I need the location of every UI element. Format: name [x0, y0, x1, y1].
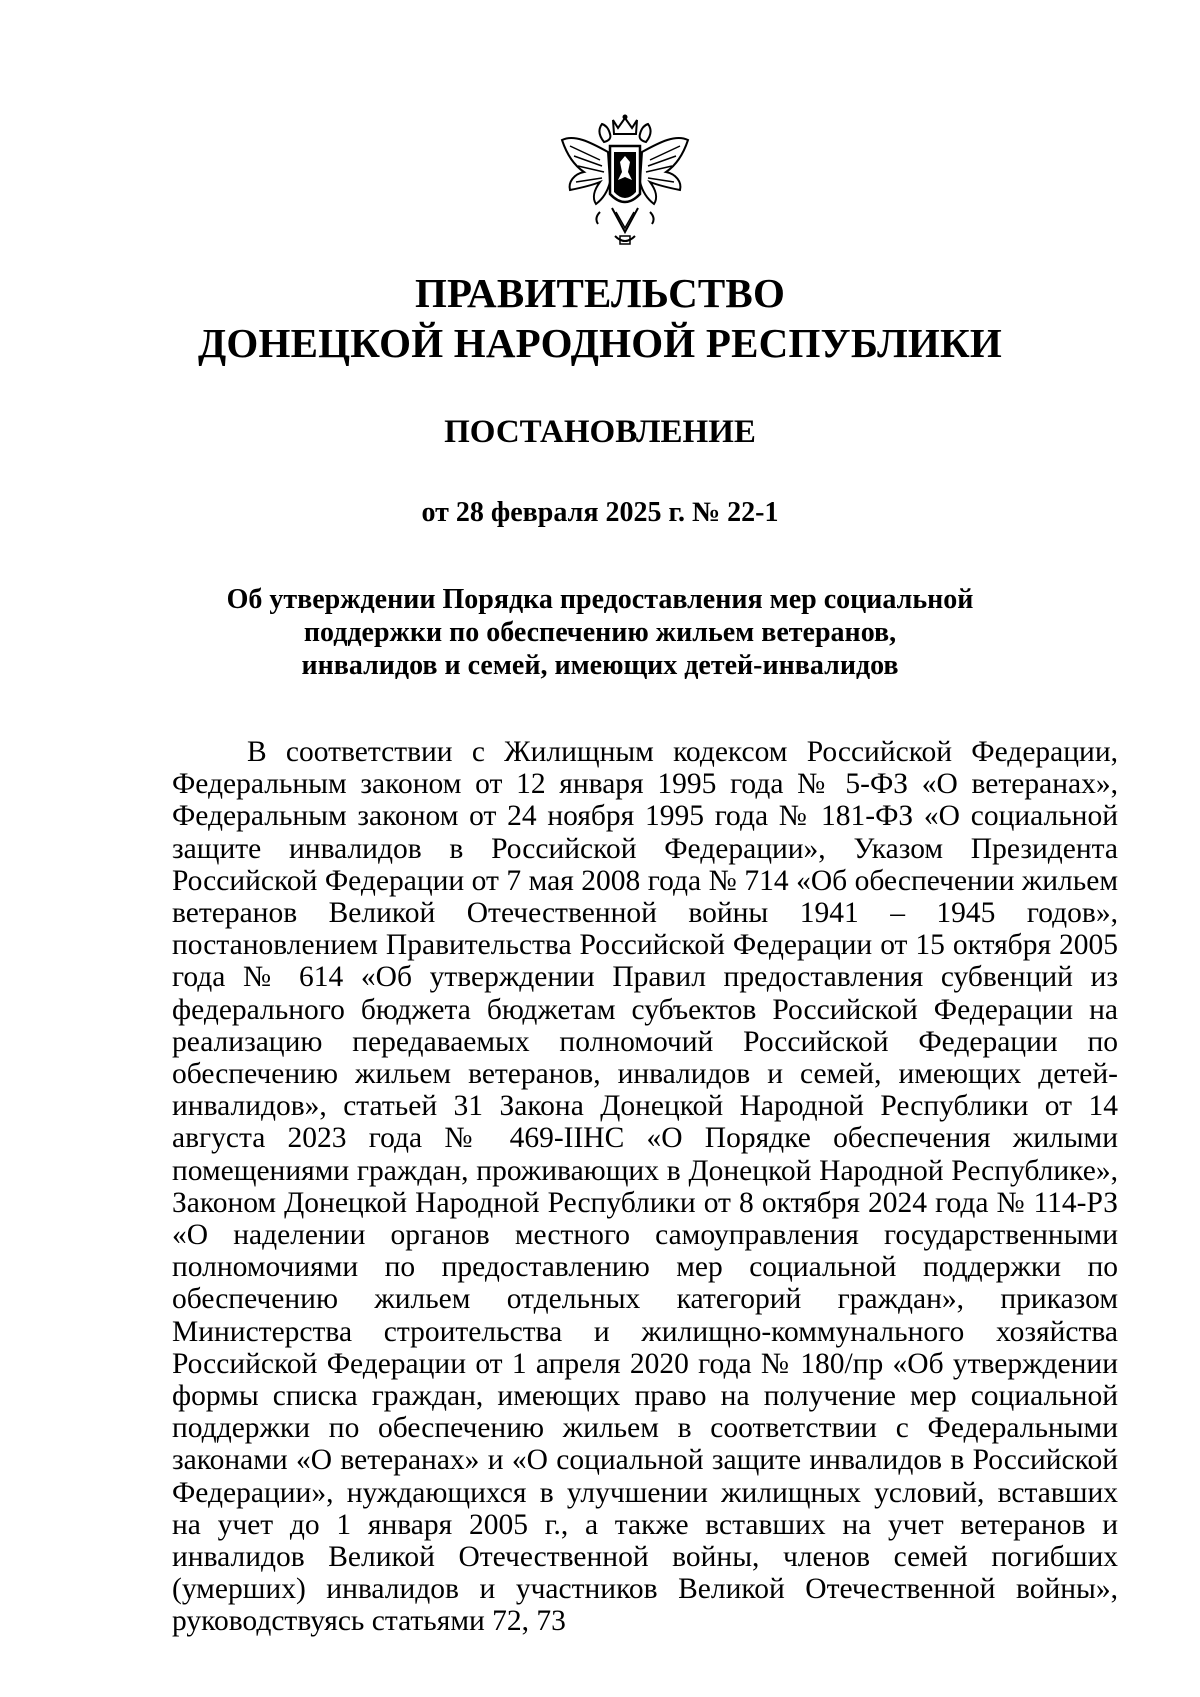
- government-name: [0, 268, 1200, 368]
- document-title-line-2: поддержки по обеспечению жильем ветеранов,: [303, 617, 897, 648]
- coat-of-arms-icon: [560, 112, 690, 250]
- government-name-line-1: ПРАВИТЕЛЬСТВО: [414, 270, 786, 316]
- body-paragraph: В соответствии с Жилищным кодексом Российской Федерации, Федеральным законом от 12 января 1995 года № 5-ФЗ «О ветеранах», Федеральным законом от 24 ноября 1995 года № 181-ФЗ «О социальной защите инвалидов в Российской Федерации», Указом Президента Российской Федерации от 7 мая 2008 года № 714 «Об обеспечении жильем ветеранов Великой Отечественной войны 1941 – 1945 годов», постановлением Правительства Российской Федерации от 15 октября 2005 года № 614 «Об утверждении Правил предоставления субвенций из федерального бюджета бюджетам субъектов Российской Федерации на реализацию передаваемых полномочий Российской Федерации по обеспечению жильем ветеранов, инвалидов и семей, имеющих детей-инвалидов», статьей 31 Закона Донецкой Народной Республики от 14 августа 2023 года № 469-IIНС «О Порядке обеспечения жилыми помещениями граждан, проживающих в Донецкой Народной Республике», Законом Донецкой Народной Республики от 8 октября 2024 года № 114-РЗ «О наделении органов местного самоуправления государственными полномочиями по предоставлению мер социальной поддержки по обеспечению жильем отдельных категорий граждан», приказом Министерства строительства и жилищно-коммунального хозяйства Российской Федерации от 1 апреля 2020 года № 180/пр «Об утверждении формы списка граждан, имеющих право на получение мер социальной поддержки по обеспечению жильем в соответствии с Федеральными законами «О ветеранах» и «О социальной защите инвалидов в Российской Федерации», нуждающихся в улучшении жилищных условий, вставших на учет до 1 января 2005 г., а также вставших на учет ветеранов и инвалидов Великой Отечественной войны, членов семей погибших (умерших) инвалидов и участников Великой Отечественной войны», руководствуясь статьями 72, 73: [172, 736, 1118, 1638]
- document-title: [0, 583, 1200, 682]
- document-type: ПОСТАНОВЛЕНИЕ: [444, 414, 756, 450]
- document-title-line-1: Об утверждении Порядка предоставления мер социальной: [226, 584, 974, 615]
- document-date-number: от 28 февраля 2025 г. № 22-1: [421, 497, 779, 528]
- document-title-line-3: инвалидов и семей, имеющих детей-инвалидов: [301, 650, 899, 681]
- government-name-line-2: ДОНЕЦКОЙ НАРОДНОЙ РЕСПУБЛИКИ: [198, 320, 1002, 366]
